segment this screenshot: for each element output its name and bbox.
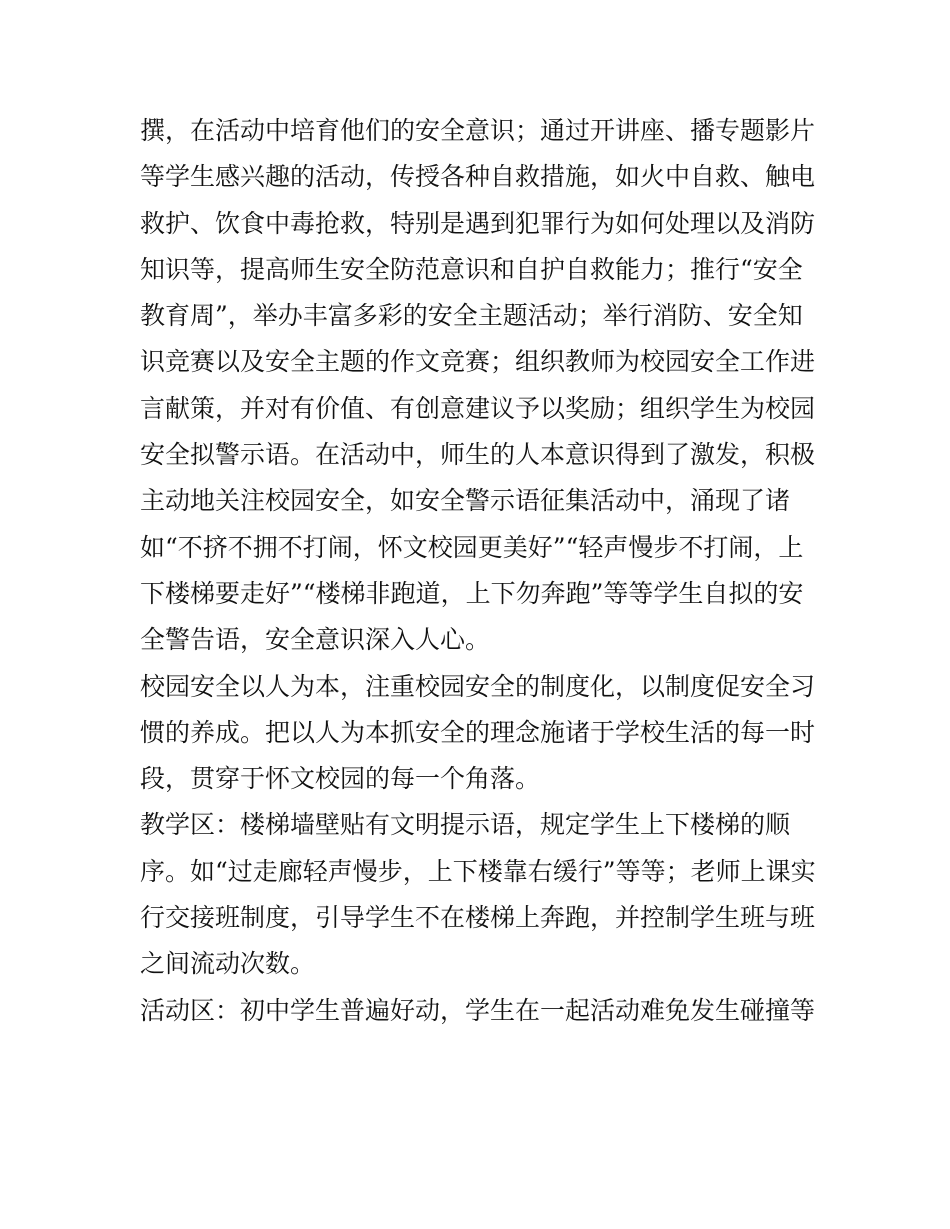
text-line: 安全拟警示语。在活动中，师生的人本意识得到了激发，积极 [140, 440, 816, 470]
text-line: 知识等，提高师生安全防范意识和自护自救能力；推行“安全 [140, 254, 803, 284]
body-text [140, 108, 830, 1034]
text-line: 段，贯穿于怀文校园的每一个角落。 [140, 764, 541, 794]
text-line: 活动区：初中学生普遍好动，学生在一起活动难免发生碰撞等 [140, 995, 816, 1025]
text-line: 教育周”，举办丰富多彩的安全主题活动；举行消防、安全知 [140, 301, 803, 331]
text-line: 识竞赛以及安全主题的作文竞赛；组织教师为校园安全工作进 [140, 347, 816, 377]
text-line: 惯的养成。把以人为本抓安全的理念施诸于学校生活的每一时 [140, 717, 816, 747]
text-line: 校园安全以人为本，注重校园安全的制度化，以制度促安全习 [140, 671, 816, 701]
text-line: 下楼梯要走好”“楼梯非跑道，上下勿奔跑”等等学生自拟的安 [140, 578, 804, 608]
text-line: 全警告语，安全意识深入人心。 [140, 625, 491, 655]
text-line: 之间流动次数。 [140, 949, 316, 979]
text-line: 主动地关注校园安全，如安全警示语征集活动中，涌现了诸 [140, 486, 791, 516]
text-line: 撰，在活动中培育他们的安全意识；通过开讲座、播专题影片 [140, 116, 816, 145]
text-line: 救护、饮食中毒抢救，特别是遇到犯罪行为如何处理以及消防 [140, 208, 816, 238]
text-line: 言献策，并对有价值、有创意建议予以奖励；组织学生为校园 [140, 393, 816, 423]
text-line: 如“不挤不拥不打闹，怀文校园更美好”“轻声慢步不打闹，上 [140, 532, 804, 562]
text-line: 等学生感兴趣的活动，传授各种自救措施，如火中自救、触电 [140, 162, 816, 192]
text-line: 教学区：楼梯墙壁贴有文明提示语，规定学生上下楼梯的顺 [140, 810, 791, 840]
text-line: 行交接班制度，引导学生不在楼梯上奔跑，并控制学生班与班 [140, 903, 816, 933]
text-line: 序。如“过走廊轻声慢步，上下楼靠右缓行”等等；老师上课实 [140, 856, 816, 886]
